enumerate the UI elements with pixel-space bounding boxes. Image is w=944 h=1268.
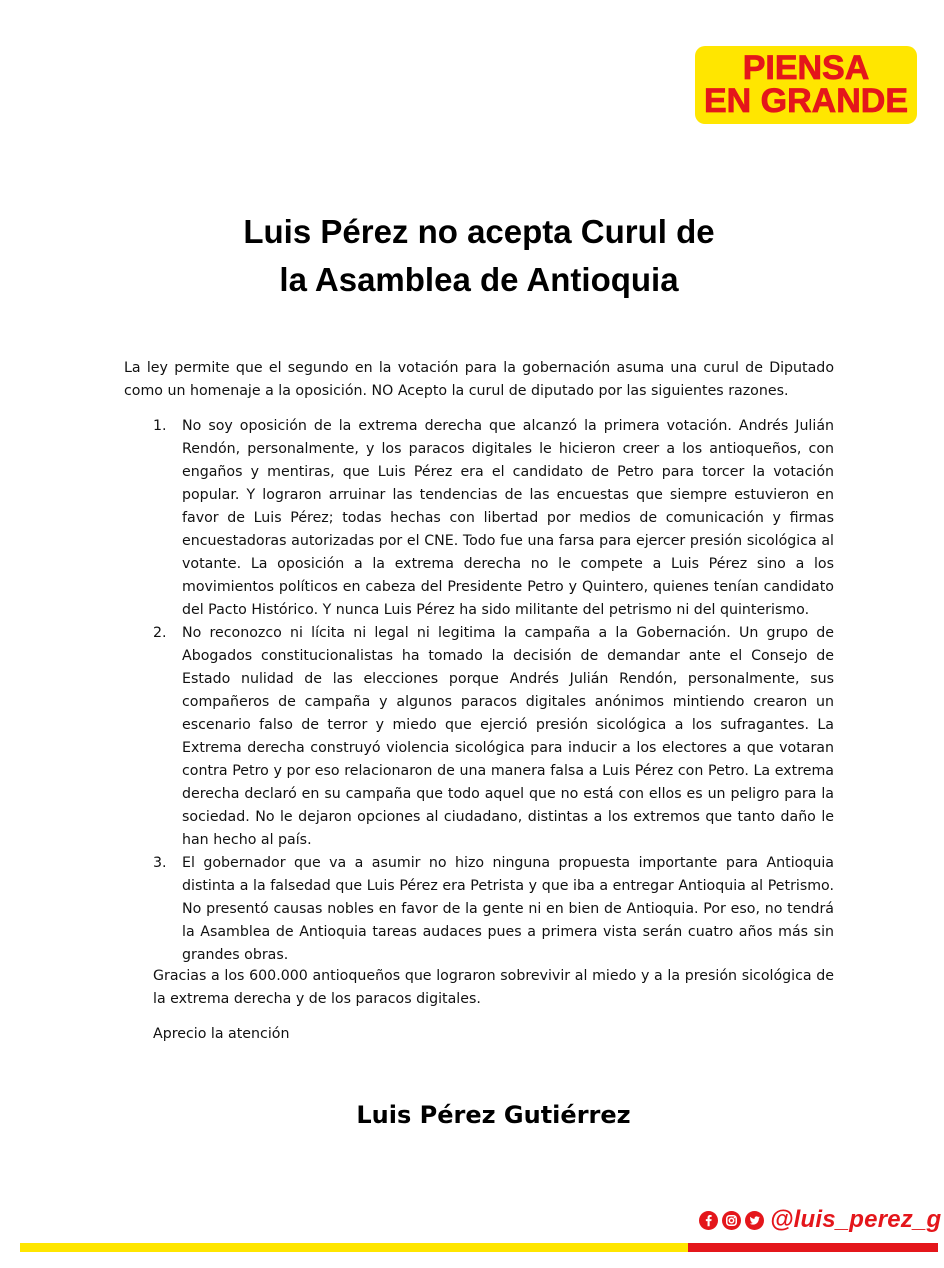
signature-name: Luis Pérez Gutiérrez — [356, 1101, 631, 1129]
list-item-text: No reconozco ni lícita ni legal ni legitima la campaña a la Gobernación. Un grupo de Abogados constitucionalistas ha tomado la decisión de demandar ante el Consejo de Estado nulidad de las elecciones porque Andrés Julián Rendón, personalmente, sus compañeros de campaña y algunos paracos digitales anónimos mintiendo crearon un escenario falso de terror y miedo que ejerció presión sicológica a los sufragantes. La Extrema derecha construyó violencia sicológica para inducir a los electores a que votaran contra Petro y por eso relacionaron de una manera falsa a Luis Pérez con Petro. La extrema derecha declaró en su campaña que todo aquel que no está con ellos es un peligro para la sociedad. No le dejaron opciones al ciudadano, distintas a los extremos que tanto daño le han hecho al país. — [182, 625, 834, 848]
list-item — [153, 622, 834, 852]
facebook-icon[interactable] — [699, 1211, 718, 1230]
list-item-text: El gobernador que va a asumir no hizo ninguna propuesta importante para Antioquia distinta a la falsedad que Luis Pérez era Petrista y que iba a entregar Antioquia al Petrismo. No presentó causas nobles en favor de la gente ni en bien de Antioquia. Por eso, no tendrá la Asamblea de Antioquia tareas audaces pues a primera vista serán cuatro años más sin grandes obras. — [182, 855, 834, 963]
logo-line-2: EN GRANDE — [703, 82, 909, 120]
list-item — [153, 852, 834, 967]
thanks-paragraph: Gracias a los 600.000 antioqueños que lograron sobrevivir al miedo y a la presión sicológica de la extrema derecha y de los paracos digitales. — [153, 968, 834, 1007]
intro-paragraph: La ley permite que el segundo en la votación para la gobernación asuma una curul de Diputado como un homenaje a la oposición. NO Acepto la curul de diputado por las siguientes razones. — [124, 360, 834, 399]
list-item-number: 1. — [153, 418, 167, 434]
list-item-text: No soy oposición de la extrema derecha que alcanzó la primera votación. Andrés Julián Rendón, personalmente, y los paracos digitales le hicieron creer a los antioqueños, con engaños y mentiras, que Luis Pérez era el candidato de Petro para torcer la votación popular. Y lograron arruinar las tendencias de las encuestas que siempre estuvieron en favor de Luis Pérez; todas hechas con libertad por medios de comunicación y firmas encuestadoras autorizadas por el CNE. Todo fue una farsa para ejercer presión sicológica al votante. La oposición a la extrema derecha no le compete a Luis Pérez sino a los movimientos políticos en cabeza del Presidente Petro y Quintero, quienes tenían candidato del Pacto Histórico. Y nunca Luis Pérez ha sido militante del petrismo ni del quinterismo. — [182, 418, 834, 618]
social-handle[interactable]: @luis_perez_g — [770, 1206, 942, 1233]
list-item-number: 3. — [153, 855, 167, 871]
title-line-1: Luis Pérez no acepta Curul de — [243, 213, 715, 250]
list-item — [153, 415, 834, 622]
instagram-icon[interactable] — [722, 1211, 741, 1230]
closing-line: Aprecio la atención — [153, 1026, 290, 1042]
twitter-icon[interactable] — [745, 1211, 764, 1230]
social-media-footer — [699, 1205, 941, 1235]
footer-bar-yellow — [20, 1243, 688, 1252]
reasons-list — [153, 415, 834, 967]
footer-bar-red — [688, 1243, 938, 1252]
piensa-en-grande-logo — [695, 46, 917, 124]
list-item-number: 2. — [153, 625, 167, 641]
logo-line-1: PIENSA — [742, 49, 870, 87]
document-title — [0, 208, 944, 304]
title-line-2: la Asamblea de Antioquia — [279, 261, 679, 298]
